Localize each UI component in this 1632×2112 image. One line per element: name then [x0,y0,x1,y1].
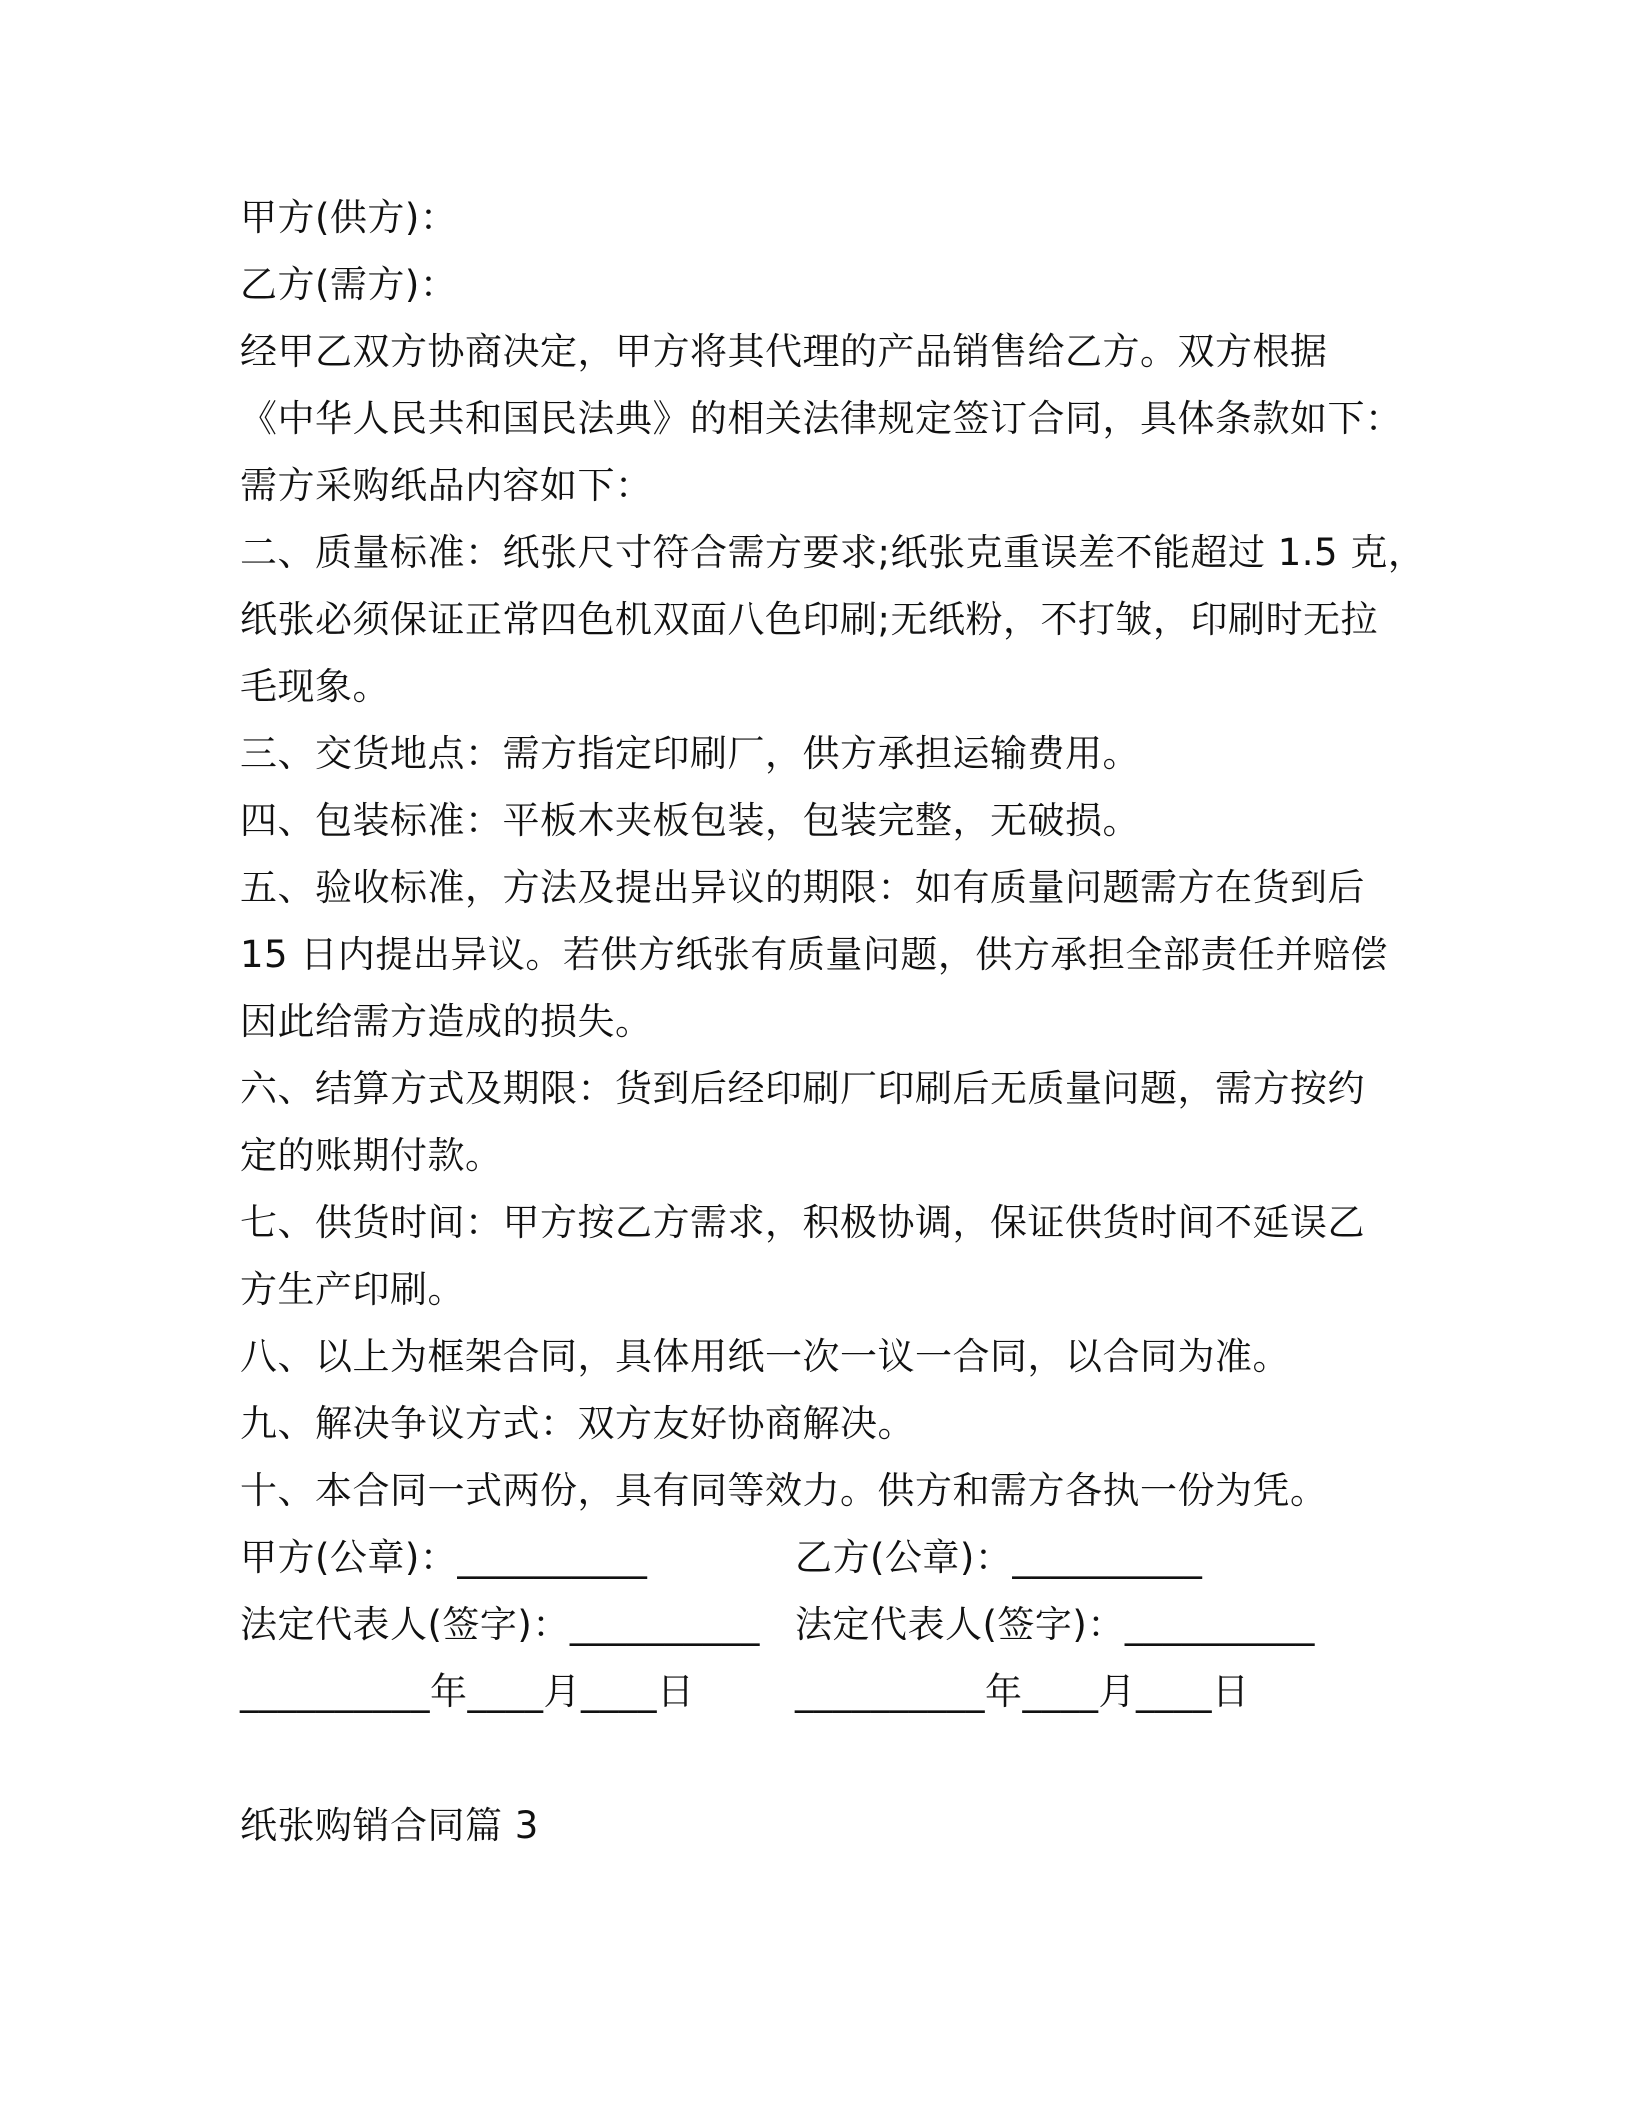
clause-4: 四、包装标准：平板木夹板包装，包装完整，无破损。 [240,799,1140,842]
party-b-label: 乙方(需方)： [240,263,458,306]
party-b-date: __________年____月____日 [795,1670,1250,1713]
clause-7-line-2: 方生产印刷。 [240,1268,465,1311]
clause-5-line-3: 因此给需方造成的损失。 [240,1000,653,1043]
intro-line-2: 《中华人民共和国民法典》的相关法律规定签订合同，具体条款如下： [240,397,1403,440]
clause-5-line-2: 15 日内提出异议。若供方纸张有质量问题，供方承担全部责任并赔偿 [240,933,1388,976]
clause-2-line-3: 毛现象。 [240,665,390,708]
intro-line-1: 经甲乙双方协商决定，甲方将其代理的产品销售给乙方。双方根据 [240,330,1328,373]
clause-6-line-2: 定的账期付款。 [240,1134,503,1177]
clause-8: 八、以上为框架合同，具体用纸一次一议一合同，以合同为准。 [240,1335,1290,1378]
clause-2-line-1: 二、质量标准：纸张尺寸符合需方要求;纸张克重误差不能超过 1.5 克， [240,531,1426,574]
party-a-seal: 甲方(公章)：__________ [240,1536,648,1579]
intro-line-3: 需方采购纸品内容如下： [240,464,653,507]
clause-3: 三、交货地点：需方指定印刷厂，供方承担运输费用。 [240,732,1140,775]
clause-10: 十、本合同一式两份，具有同等效力。供方和需方各执一份为凭。 [240,1469,1328,1512]
party-b-representative: 法定代表人(签字)：__________ [795,1603,1315,1646]
party-a-date: __________年____月____日 [240,1670,695,1713]
clause-5-line-1: 五、验收标准，方法及提出异议的期限：如有质量问题需方在货到后 [240,866,1365,909]
clause-9: 九、解决争议方式：双方友好协商解决。 [240,1402,915,1445]
party-a-label: 甲方(供方)： [240,196,458,239]
clause-7-line-1: 七、供货时间：甲方按乙方需求，积极协调，保证供货时间不延误乙 [240,1201,1365,1244]
clause-6-line-1: 六、结算方式及期限：货到后经印刷厂印刷后无质量问题，需方按约 [240,1067,1365,1110]
clause-2-line-2: 纸张必须保证正常四色机双面八色印刷;无纸粉，不打皱，印刷时无拉 [240,598,1378,641]
next-section-title: 纸张购销合同篇 3 [240,1804,539,1847]
party-a-representative: 法定代表人(签字)：__________ [240,1603,760,1646]
party-b-seal: 乙方(公章)：__________ [795,1536,1203,1579]
